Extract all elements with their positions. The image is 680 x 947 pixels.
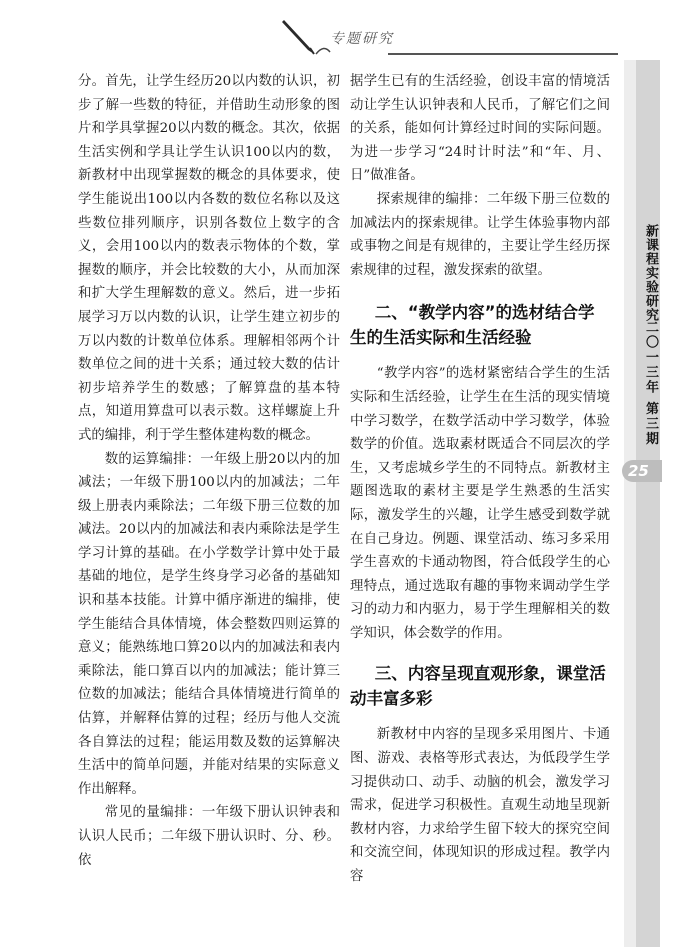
paragraph: 探索规律的编排：二年级下册三位数的加减法内的探索规律。让学生体验事物内部或事物之间是有规律的，主要让学生经历探索规律的过程，激发探索的欲望。 (350, 191, 610, 278)
paragraph: 新教材中内容的呈现多采用图片、卡通图、游戏、表格等形式表达，为低段学生学习提供动口、动手、动脑的机会，激发学习需求，促进学习积极性。直观生动地呈现新教材内容，力求给学生留下较大的探究空间和交流空间，体现知识的形成过程。教学内容 (350, 727, 610, 885)
journal-name: 新课程实验研究 (643, 224, 658, 322)
paragraph: 数的运算编排：一年级上册20以内的加减法；一年级下册100以内的加减法；二年级上册表内乘除法；二年级下册三位数的加减法。20以内的加减法和表内乘除法是学生学习计算的基础。在小学数学计算中处于最基础的地位，是学生终身学习必备的基础知识和基本技能。计算中循序渐进的编排，使学生能结合具体情境，体会整数四则运算的意义；能熟练地口算20以内的加减法和表内乘除法，能口算百以内的加减法；能计算三位数的加减法；能结合具体情境进行简单的估算，并解释估算的过程；经历与他人交流各自算法的过程；能运用数及数的运算解决生活中的简单问题，并能对结果的实际意义作出解释。 (78, 451, 340, 797)
paragraph: “教学内容”的选材紧密结合学生的生活实际和生活经验，让学生在生活的现实情境中学习数学，在数学活动中学习数学，体验数学的价值。选取素材既适合不同层次的学生，又考虑城乡学生的不同特点。新教材主题图选取的素材主要是学生熟悉的生活实际，激发学生的兴趣，让学生感受到数学就在自己身边。例题、课堂活动、练习多采用学生喜欢的卡通动物图，符合低段学生的心理特点，通过选取有趣的事物来调动学生学习的动力和内驱力，易于学生理解相关的数学知识，体会数学的作用。 (350, 366, 610, 641)
left-column (78, 70, 340, 872)
page-number: 25 (628, 462, 649, 480)
side-band (636, 60, 660, 947)
side-band-light (624, 60, 636, 947)
header-rule (388, 53, 618, 55)
section-heading: 二、“教学内容”的选材结合学生的生活实际和生活经验 (350, 303, 595, 348)
right-column (350, 70, 610, 889)
paragraph: 分。首先，让学生经历20以内数的认识，初步了解一些数的特征，并借助生动形象的图片和学具掌握20以内数的概念。其次，依据生活实例和学具让学生认识100以内的数，新教材中出现掌握数的概念的具体要求，使学生能说出100以内各数的数位名称以及这些数位排列顺序，识别各数位上数字的含义，会用100以内的数表示物体的个数，掌握数的顺序，并会比较数的大小，从而加深和扩大学生理解数的意义。然后，进一步拓展学习万以内数的认识，让学生建立初步的万以内数的计数单位体系。理解相邻两个计数单位之间的进十关系；通过较大数的估计初步培养学生的数感；了解算盘的基本特点，知道用算盘可以表示数。这样螺旋上升式的编排，利于学生整体建构数的概念。 (78, 74, 340, 443)
paragraph: 常见的量编排：一年级下册认识钟表和认识人民币；二年级下册认识时、分、秒。依 (78, 805, 340, 868)
journal-issue: 二〇一三年 第三期 (643, 320, 658, 447)
page-header (0, 0, 680, 64)
section-label: 专题研究 (330, 31, 394, 47)
section-heading: 三、内容呈现直观形象，课堂活动丰富多彩 (350, 664, 606, 709)
paragraph: 据学生已有的生活经验，创设丰富的情境活动让学生认识钟表和人民币，了解它们之间的关系，能如何计算经过时间的实际问题。为进一步学习“24时计时法”和“年、月、日”做准备。 (350, 74, 610, 184)
pen-icon (280, 14, 332, 58)
